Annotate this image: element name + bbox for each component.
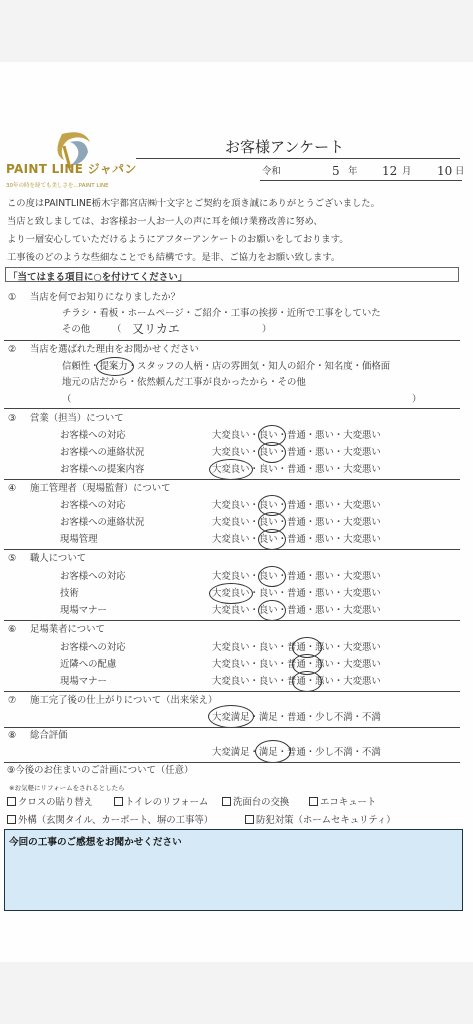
- page-title: お客様アンケート: [225, 138, 345, 156]
- q4-title: 施工管理者（現場監督）について: [30, 483, 171, 494]
- q3-item-scale[interactable]: 大変良い・良い・普通・悪い・大変悪い: [212, 430, 381, 441]
- q6-item-scale[interactable]: 大変良い・良い・普通・悪い・大変悪い: [212, 676, 381, 687]
- q1-other-close: ）: [262, 324, 272, 335]
- q2-paren-close: ）: [412, 394, 422, 405]
- q4-item-scale[interactable]: 大変良い・良い・普通・悪い・大変悪い: [212, 534, 381, 545]
- q5-item-label: 現場マナー: [60, 605, 107, 616]
- date-month: 12: [382, 164, 398, 178]
- date-rule: [260, 180, 462, 181]
- date-era: 令和: [262, 166, 281, 177]
- selection-circle: [258, 566, 286, 587]
- date-month-unit: 月: [402, 166, 412, 177]
- checkbox-icon[interactable]: [309, 797, 318, 806]
- q3-item-scale[interactable]: 大変良い・良い・普通・悪い・大変悪い: [212, 447, 381, 458]
- checkbox-icon[interactable]: [7, 797, 16, 806]
- q3-item-scale[interactable]: 大変良い・良い・普通・悪い・大変悪い: [212, 464, 381, 475]
- q9-option[interactable]: 外構（玄関タイル、カーポート、塀の工事等）: [7, 815, 213, 827]
- q4-item-label: お客様への連絡状況: [60, 517, 145, 528]
- q6-item-label: 近隣への配慮: [60, 659, 117, 670]
- intro-line: 工事後のどのような些細なことでも結構です。是非、ご協力をお願い致します。: [7, 252, 341, 263]
- q8-number: ⑧: [8, 730, 17, 741]
- q5-item-label: お客様への対応: [60, 571, 126, 582]
- selection-circle: [208, 705, 254, 728]
- date-day-unit: 日: [455, 166, 465, 177]
- selection-circle: [96, 357, 134, 376]
- checkbox-icon[interactable]: [7, 815, 16, 824]
- q1-other-value[interactable]: 又リカエ: [132, 322, 180, 336]
- q2-title: 当店を選ばれた理由をお聞かせください: [30, 344, 199, 355]
- instruction: 「当てはまる項目に○を付けてください」: [8, 272, 188, 283]
- selection-circle: [209, 459, 253, 480]
- q5-item-scale[interactable]: 大変良い・良い・普通・悪い・大変悪い: [212, 605, 381, 616]
- divider: [4, 408, 460, 409]
- divider: [4, 691, 460, 692]
- q6-item-scale[interactable]: 大変良い・良い・普通・悪い・大変悪い: [212, 642, 381, 653]
- selection-circle: [255, 740, 291, 763]
- divider: [4, 479, 460, 480]
- checkbox-icon[interactable]: [222, 797, 231, 806]
- q1-other-open: （: [112, 324, 122, 335]
- checkbox-icon[interactable]: [114, 797, 123, 806]
- q2-reason-text: 信頼性・: [62, 361, 100, 372]
- q1-other-label: その他: [62, 324, 91, 335]
- q9-option[interactable]: 防犯対策（ホームセキュリティ）: [245, 815, 396, 827]
- intro-line: より一層安心していただけるようにアフターアンケートのお願いをしております。: [7, 234, 349, 245]
- q3-title: 営業（担当）について: [30, 413, 124, 424]
- q3-item-label: お客様への提案内容: [60, 464, 145, 475]
- divider: [4, 549, 460, 550]
- selection-circle: [258, 600, 286, 621]
- divider: [4, 762, 460, 763]
- q5-item-scale[interactable]: 大変良い・良い・普通・悪い・大変悪い: [212, 588, 381, 599]
- logo-brand: PAINT LINE ジャパン: [6, 162, 137, 176]
- q4-item-label: お客様への対応: [60, 500, 126, 511]
- divider: [4, 727, 460, 728]
- selection-circle: [258, 442, 286, 463]
- q5-title: 職人について: [30, 553, 87, 564]
- q2-number: ②: [8, 344, 17, 355]
- selection-circle: [258, 529, 286, 550]
- q9-title: ⑨今後のお住まいのご計画について（任意）: [7, 765, 194, 776]
- q3-number: ③: [8, 413, 17, 424]
- checkbox-icon[interactable]: [245, 815, 254, 824]
- q9-option[interactable]: トイレのリフォーム: [114, 797, 208, 809]
- q9-option[interactable]: クロスの貼り替え: [7, 797, 93, 809]
- q1-title: 当店を何でお知りになりましたか？: [30, 292, 181, 303]
- q9-option[interactable]: エコキュート: [309, 797, 376, 809]
- date-year: 5: [332, 164, 340, 178]
- q5-item-scale[interactable]: 大変良い・良い・普通・悪い・大変悪い: [212, 571, 381, 582]
- logo-tagline: 30年の時を経ても美しさを...PAINT LINE: [6, 183, 109, 189]
- q4-item-scale[interactable]: 大変良い・良い・普通・悪い・大変悪い: [212, 500, 381, 511]
- q6-item-label: 現場マナー: [60, 676, 107, 687]
- date-day: 10: [437, 164, 453, 178]
- divider: [4, 620, 460, 621]
- selection-circle: [292, 671, 322, 692]
- q2-reasons-line2[interactable]: 地元の店だから・依然頼んだ工事が良かったから・その他: [62, 377, 306, 388]
- q6-title: 足場業者について: [30, 624, 105, 635]
- selection-circle: [209, 583, 253, 604]
- date-year-unit: 年: [348, 166, 358, 177]
- q1-number: ①: [8, 292, 17, 303]
- q3-item-label: お客様への連絡状況: [60, 447, 145, 458]
- q7-scale[interactable]: 大変満足・満足・普通・少し不満・不満: [212, 712, 381, 723]
- q4-number: ④: [8, 483, 17, 494]
- q6-number: ⑥: [8, 624, 17, 635]
- comments-label: 今回の工事のご感想をお聞かせください: [9, 837, 182, 848]
- q9-option[interactable]: 洗面台の交換: [222, 797, 289, 809]
- q6-item-label: お客様への対応: [60, 642, 126, 653]
- intro-line: 当店と致しましては、お客様お一人お一人の声に耳を傾け業務改善に努め、: [7, 216, 323, 227]
- divider: [4, 340, 460, 341]
- title-rule: [136, 158, 460, 159]
- q3-item-label: お客様への対応: [60, 430, 126, 441]
- q2-reason-selected[interactable]: 提案力: [99, 361, 128, 372]
- q7-title: 施工完了後の仕上がりについて（出来栄え）: [30, 695, 218, 706]
- q7-number: ⑦: [8, 695, 17, 706]
- intro-line: この度はPAINTLINE栃木宇都宮店㈱十文字とご契約を頂き誠にありがとうございました。: [7, 198, 380, 209]
- q4-item-scale[interactable]: 大変良い・良い・普通・悪い・大変悪い: [212, 517, 381, 528]
- q5-item-label: 技術: [60, 588, 79, 599]
- q8-scale[interactable]: 大変満足・満足・普通・少し不満・不満: [212, 747, 381, 758]
- q4-item-label: 現場管理: [60, 534, 98, 545]
- q6-item-scale[interactable]: 大変良い・良い・普通・悪い・大変悪い: [212, 659, 381, 670]
- q5-number: ⑤: [8, 553, 17, 564]
- q1-options[interactable]: チラシ・看板・ホームページ・ご紹介・工事の挨拶・近所で工事をしていた: [62, 308, 381, 319]
- q8-title: 総合評価: [30, 730, 68, 741]
- q2-reason-text: ・スタッフの人柄・店の雰囲気・知人の紹介・知名度・価格面: [127, 361, 391, 372]
- q9-note: ※お気軽にリフォームをされるとしたら: [9, 784, 125, 792]
- q2-paren-open: （: [62, 394, 72, 405]
